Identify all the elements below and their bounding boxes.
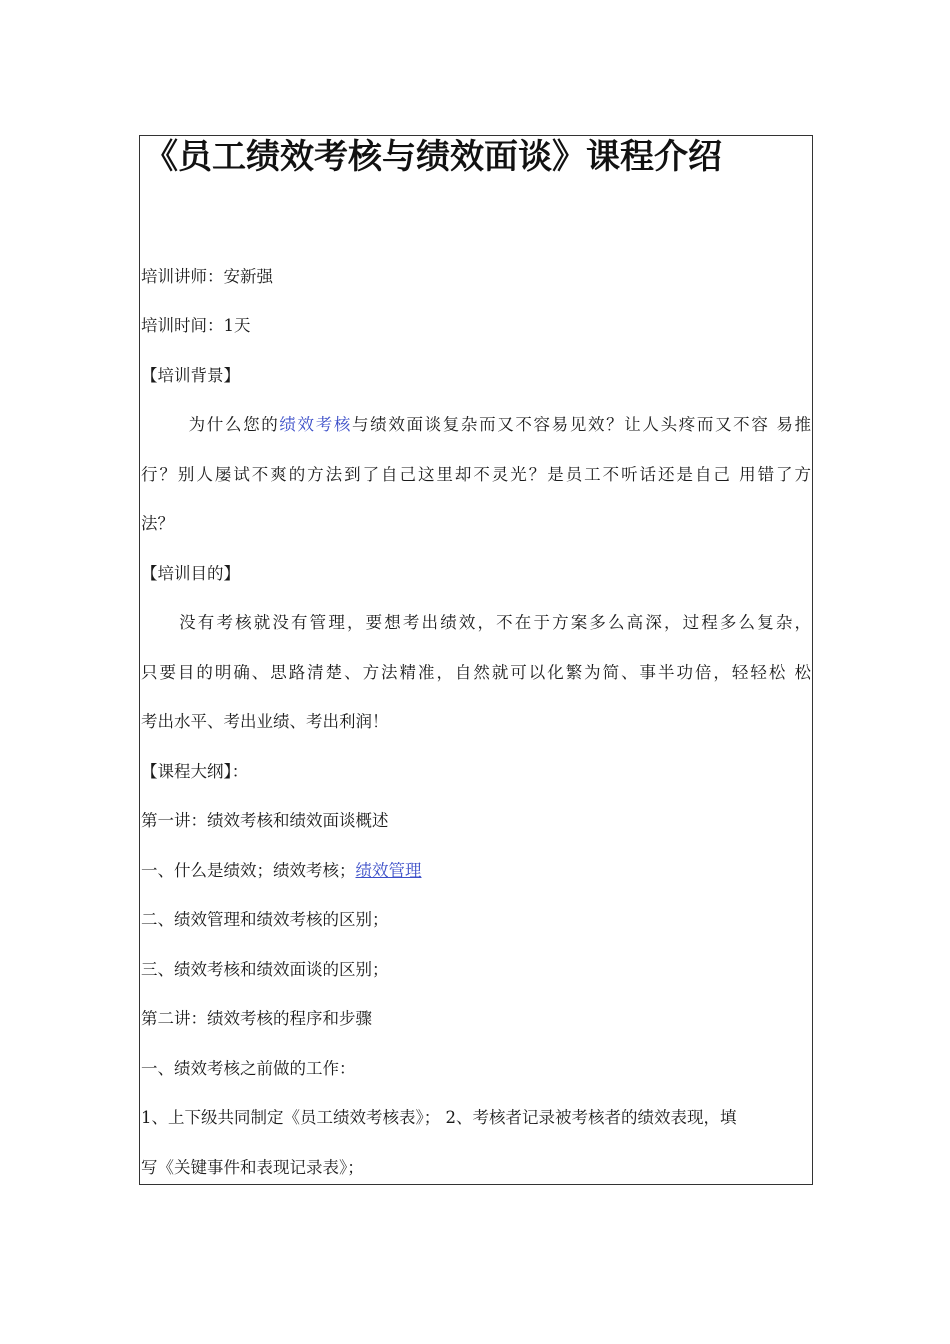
background-paragraph-line-3: 法？: [141, 514, 174, 533]
purpose-paragraph-line-2: 只要目的明确、思路清楚、方法精准，自然就可以化繁为简、事半功倍，轻轻松 松: [141, 663, 811, 682]
lecture-2-item-1: 一、绩效考核之前做的工作：: [141, 1059, 356, 1078]
performance-management-link[interactable]: 绩效管理: [355, 861, 422, 880]
lecture-1-item-3: 三、绩效考核和绩效面谈的区别；: [141, 960, 389, 979]
purpose-heading: 【培训目的】: [141, 564, 240, 583]
lecture-1-item-2: 二、绩效管理和绩效考核的区别；: [141, 910, 389, 929]
background-paragraph-line-2: 行？别人屡试不爽的方法到了自己这里却不灵光？是员工不听话还是自己 用错了方: [141, 465, 811, 484]
lecture-1-item-1: [141, 859, 422, 883]
purpose-paragraph-line-3: 考出水平、考出业绩、考出利润！: [141, 712, 389, 731]
background-text-pre: 为什么您的: [187, 415, 280, 434]
purpose-text-1: 没有考核就没有管理，要想考出绩效，不在于方案多么高深，过程多么复杂，: [177, 613, 811, 632]
lecture-2-title: 第二讲：绩效考核的程序和步骤: [141, 1009, 372, 1028]
performance-appraisal-link[interactable]: 绩效考核: [279, 415, 353, 434]
duration-line: 培训时间：1天: [141, 316, 251, 335]
purpose-paragraph-line-1: [141, 611, 811, 635]
outline-heading: 【课程大纲】：: [141, 762, 249, 781]
document-title: 《员工绩效考核与绩效面谈》课程介绍: [144, 137, 722, 177]
background-paragraph-line-1: [141, 413, 811, 437]
trainer-line: 培训讲师：安新强: [141, 267, 273, 286]
lecture-2-item-1-sub-2: 写《关键事件和表现记录表》；: [141, 1158, 364, 1177]
lecture-1-item-1-text: 一、什么是绩效；绩效考核；: [141, 861, 356, 880]
lecture-1-title: 第一讲：绩效考核和绩效面谈概述: [141, 811, 389, 830]
background-heading: 【培训背景】: [141, 366, 240, 385]
background-text-post: 与绩效面谈复杂而又不容易见效？让人头疼而又不容 易推: [352, 415, 812, 434]
lecture-2-item-1-sub-1: 1、上下级共同制定《员工绩效考核表》； 2、考核者记录被考核者的绩效表现，填: [141, 1108, 737, 1127]
